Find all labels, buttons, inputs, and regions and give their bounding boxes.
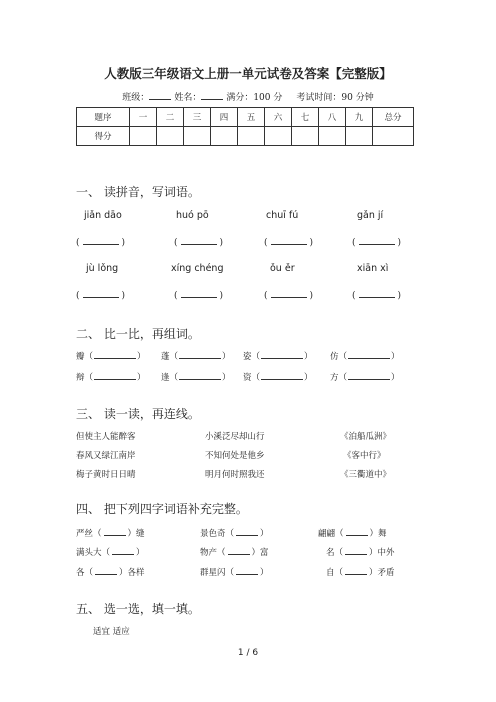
pinyin-item: jiǎn dāo <box>84 210 122 221</box>
idiom-suffix: ）富 <box>251 548 269 558</box>
answer-paren[interactable] <box>352 290 401 301</box>
answer-blank[interactable] <box>179 371 221 380</box>
paren-close: ) <box>219 238 224 248</box>
poem-line-left[interactable]: 但使主人能醉客 <box>76 432 136 442</box>
answer-blank[interactable] <box>179 350 221 359</box>
poem-line-middle[interactable]: 小溪泛尽却山行 <box>205 432 265 442</box>
idiom-item <box>200 527 269 539</box>
idiom-prefix: 物产（ <box>200 548 226 558</box>
answer-blank[interactable] <box>181 237 217 245</box>
paren-open: （ <box>169 352 179 362</box>
pinyin-item: huó pō <box>176 210 209 221</box>
answer-blank[interactable] <box>83 237 119 245</box>
score-row-label: 得分 <box>77 127 130 146</box>
score-input-cell[interactable] <box>265 127 292 146</box>
score-input-cell[interactable] <box>319 127 346 146</box>
paren-close: ） <box>137 373 146 383</box>
answer-blank[interactable] <box>271 290 307 298</box>
idiom-prefix: 自（ <box>326 568 344 578</box>
paren-close: ) <box>309 291 314 301</box>
compare-char: 辩 <box>76 373 85 383</box>
document-title: 人教版三年级语文上册一单元试卷及答案【完整版】 <box>104 66 392 81</box>
score-table-cell: 五 <box>238 108 265 127</box>
pinyin-item: jù lǒng <box>86 263 119 274</box>
answer-blank[interactable] <box>359 290 395 298</box>
paren-open: （ <box>251 373 261 383</box>
score-table-cell: 九 <box>346 108 373 127</box>
paren-close: ) <box>121 291 126 301</box>
idiom-prefix: 景色奇（ <box>200 529 235 539</box>
answer-blank[interactable] <box>112 546 134 555</box>
answer-blank[interactable] <box>94 371 136 380</box>
compare-char: 方 <box>330 373 339 383</box>
page-number: 1 / 6 <box>237 648 259 658</box>
idiom-item <box>326 566 395 578</box>
section-3-heading: 三、 读一读，再连线。 <box>76 407 200 421</box>
paren-open: ( <box>174 291 178 301</box>
score-table <box>76 107 414 146</box>
pinyin-item: gǎn jí <box>357 210 384 221</box>
paren-open: ( <box>352 238 356 248</box>
paren-close: ) <box>121 238 126 248</box>
answer-blank[interactable] <box>348 371 390 380</box>
answer-blank[interactable] <box>95 566 117 575</box>
section-5-heading: 五、 选一选，填一填。 <box>76 602 200 616</box>
score-table-cell: 四 <box>211 108 238 127</box>
idiom-prefix: 名（ <box>326 548 344 558</box>
paren-open: （ <box>84 373 94 383</box>
poem-title[interactable]: 《三衢道中》 <box>340 470 392 480</box>
score-table-header-row <box>77 108 414 127</box>
idiom-suffix: ） <box>260 568 269 578</box>
paren-close: ) <box>397 291 402 301</box>
full-score: 满分：100 分 <box>226 93 283 103</box>
paren-close: ) <box>219 291 224 301</box>
idiom-suffix: ）各样 <box>119 568 145 578</box>
paren-close: ） <box>391 352 400 362</box>
answer-blank[interactable] <box>181 290 217 298</box>
idiom-item <box>200 566 269 578</box>
poem-line-middle[interactable]: 不知何处是他乡 <box>205 451 265 461</box>
idiom-prefix: 满头大（ <box>76 548 111 558</box>
score-input-cell[interactable] <box>346 127 373 146</box>
class-blank <box>149 90 171 100</box>
compare-item <box>243 371 313 383</box>
paren-close: ） <box>137 352 146 362</box>
answer-blank[interactable] <box>261 371 303 380</box>
compare-item <box>330 350 400 362</box>
idiom-prefix: 各（ <box>76 568 94 578</box>
compare-item <box>76 350 146 362</box>
paren-open: （ <box>169 373 179 383</box>
answer-paren[interactable] <box>264 237 313 248</box>
score-input-cell[interactable] <box>130 127 157 146</box>
paren-open: ( <box>174 238 178 248</box>
name-label: 姓名： <box>174 93 202 103</box>
paren-close: ） <box>391 373 400 383</box>
compare-char: 资 <box>243 373 252 383</box>
score-table-cell: 题序 <box>77 108 130 127</box>
score-table-cell: 三 <box>184 108 211 127</box>
answer-blank[interactable] <box>261 350 303 359</box>
answer-blank[interactable] <box>345 566 367 575</box>
poem-title[interactable]: 《客中行》 <box>343 451 386 461</box>
idiom-item <box>76 546 145 558</box>
score-input-cell[interactable] <box>184 127 211 146</box>
answer-paren[interactable] <box>352 237 401 248</box>
answer-blank[interactable] <box>94 350 136 359</box>
answer-paren[interactable] <box>174 237 223 248</box>
section-4-heading: 四、 把下列四字词语补充完整。 <box>76 502 248 516</box>
compare-item <box>243 350 313 362</box>
paren-close: ) <box>309 238 314 248</box>
paren-open: ( <box>264 238 268 248</box>
score-table-cell: 一 <box>130 108 157 127</box>
idiom-prefix: 严丝（ <box>76 529 102 539</box>
poem-line-middle[interactable]: 明月何时照我还 <box>205 470 265 480</box>
name-blank <box>201 90 223 100</box>
answer-blank[interactable] <box>228 546 250 555</box>
compare-char: 蓬 <box>161 352 170 362</box>
idiom-suffix: ）中外 <box>369 548 395 558</box>
score-input-cell[interactable] <box>292 127 319 146</box>
idiom-suffix: ）矛盾 <box>369 568 395 578</box>
answer-blank[interactable] <box>348 350 390 359</box>
answer-blank[interactable] <box>236 566 258 575</box>
compare-item <box>330 371 400 383</box>
score-table-cell: 六 <box>265 108 292 127</box>
idiom-prefix: 群星闪（ <box>200 568 235 578</box>
score-input-cell[interactable] <box>211 127 238 146</box>
answer-paren[interactable] <box>76 290 125 301</box>
answer-blank[interactable] <box>359 237 395 245</box>
pinyin-item: xiān xì <box>357 263 389 274</box>
pinyin-item: xíng chéng <box>171 263 224 274</box>
paren-close: ） <box>304 352 313 362</box>
compare-char: 仿 <box>330 352 339 362</box>
class-label: 班级： <box>122 93 150 103</box>
answer-paren[interactable] <box>264 290 313 301</box>
idiom-suffix: ） <box>136 548 145 558</box>
poem-line-left[interactable]: 春风又绿江南岸 <box>76 451 136 461</box>
pinyin-item: ǒu ěr <box>270 263 295 274</box>
idiom-item <box>76 527 145 539</box>
poem-line-left[interactable]: 梅子黄时日日晴 <box>76 470 136 480</box>
score-table-cell: 总分 <box>373 108 414 127</box>
answer-paren[interactable] <box>174 290 223 301</box>
idiom-item <box>200 546 269 558</box>
idiom-item <box>326 546 395 558</box>
score-table-cell: 七 <box>292 108 319 127</box>
compare-char: 姿 <box>243 352 252 362</box>
compare-item <box>161 371 231 383</box>
idiom-suffix: ）缝 <box>127 529 145 539</box>
score-input-cell[interactable] <box>157 127 184 146</box>
paren-close: ） <box>222 352 231 362</box>
answer-blank[interactable] <box>104 527 126 536</box>
paren-open: ( <box>264 291 268 301</box>
paren-open: ( <box>76 291 80 301</box>
section-2-heading: 二、 比一比，再组词。 <box>76 327 200 341</box>
compare-item <box>161 350 231 362</box>
answer-blank[interactable] <box>345 546 367 555</box>
score-table-cell: 八 <box>319 108 346 127</box>
idiom-item <box>318 527 387 539</box>
compare-item <box>76 371 146 383</box>
exam-info-line <box>0 90 496 103</box>
score-input-cell[interactable] <box>238 127 265 146</box>
compare-char: 逢 <box>161 373 170 383</box>
paren-close: ) <box>397 238 402 248</box>
section-1-heading: 一、 读拼音，写词语。 <box>76 185 200 199</box>
answer-paren[interactable] <box>76 237 125 248</box>
paren-open: （ <box>84 352 94 362</box>
idiom-prefix: 翩翩（ <box>318 529 344 539</box>
compare-char: 瓣 <box>76 352 85 362</box>
paren-open: ( <box>352 291 356 301</box>
paren-open: （ <box>338 373 348 383</box>
idiom-suffix: ）舞 <box>369 529 387 539</box>
answer-blank[interactable] <box>83 290 119 298</box>
idiom-item <box>76 566 145 578</box>
paren-open: （ <box>338 352 348 362</box>
score-input-cell[interactable] <box>373 127 414 146</box>
answer-blank[interactable] <box>271 237 307 245</box>
idiom-suffix: ） <box>260 529 269 539</box>
exam-time: 考试时间：90 分钟 <box>296 93 374 103</box>
paren-open: （ <box>251 352 261 362</box>
answer-blank[interactable] <box>346 527 368 536</box>
word-choices: 适宜 适应 <box>93 627 130 637</box>
score-table-cell: 二 <box>157 108 184 127</box>
score-table-score-row <box>77 127 414 146</box>
paren-close: ） <box>304 373 313 383</box>
paren-close: ） <box>222 373 231 383</box>
answer-blank[interactable] <box>236 527 258 536</box>
poem-title[interactable]: 《泊船瓜洲》 <box>340 432 392 442</box>
paren-open: ( <box>76 238 80 248</box>
pinyin-item: chuī fú <box>266 210 299 221</box>
